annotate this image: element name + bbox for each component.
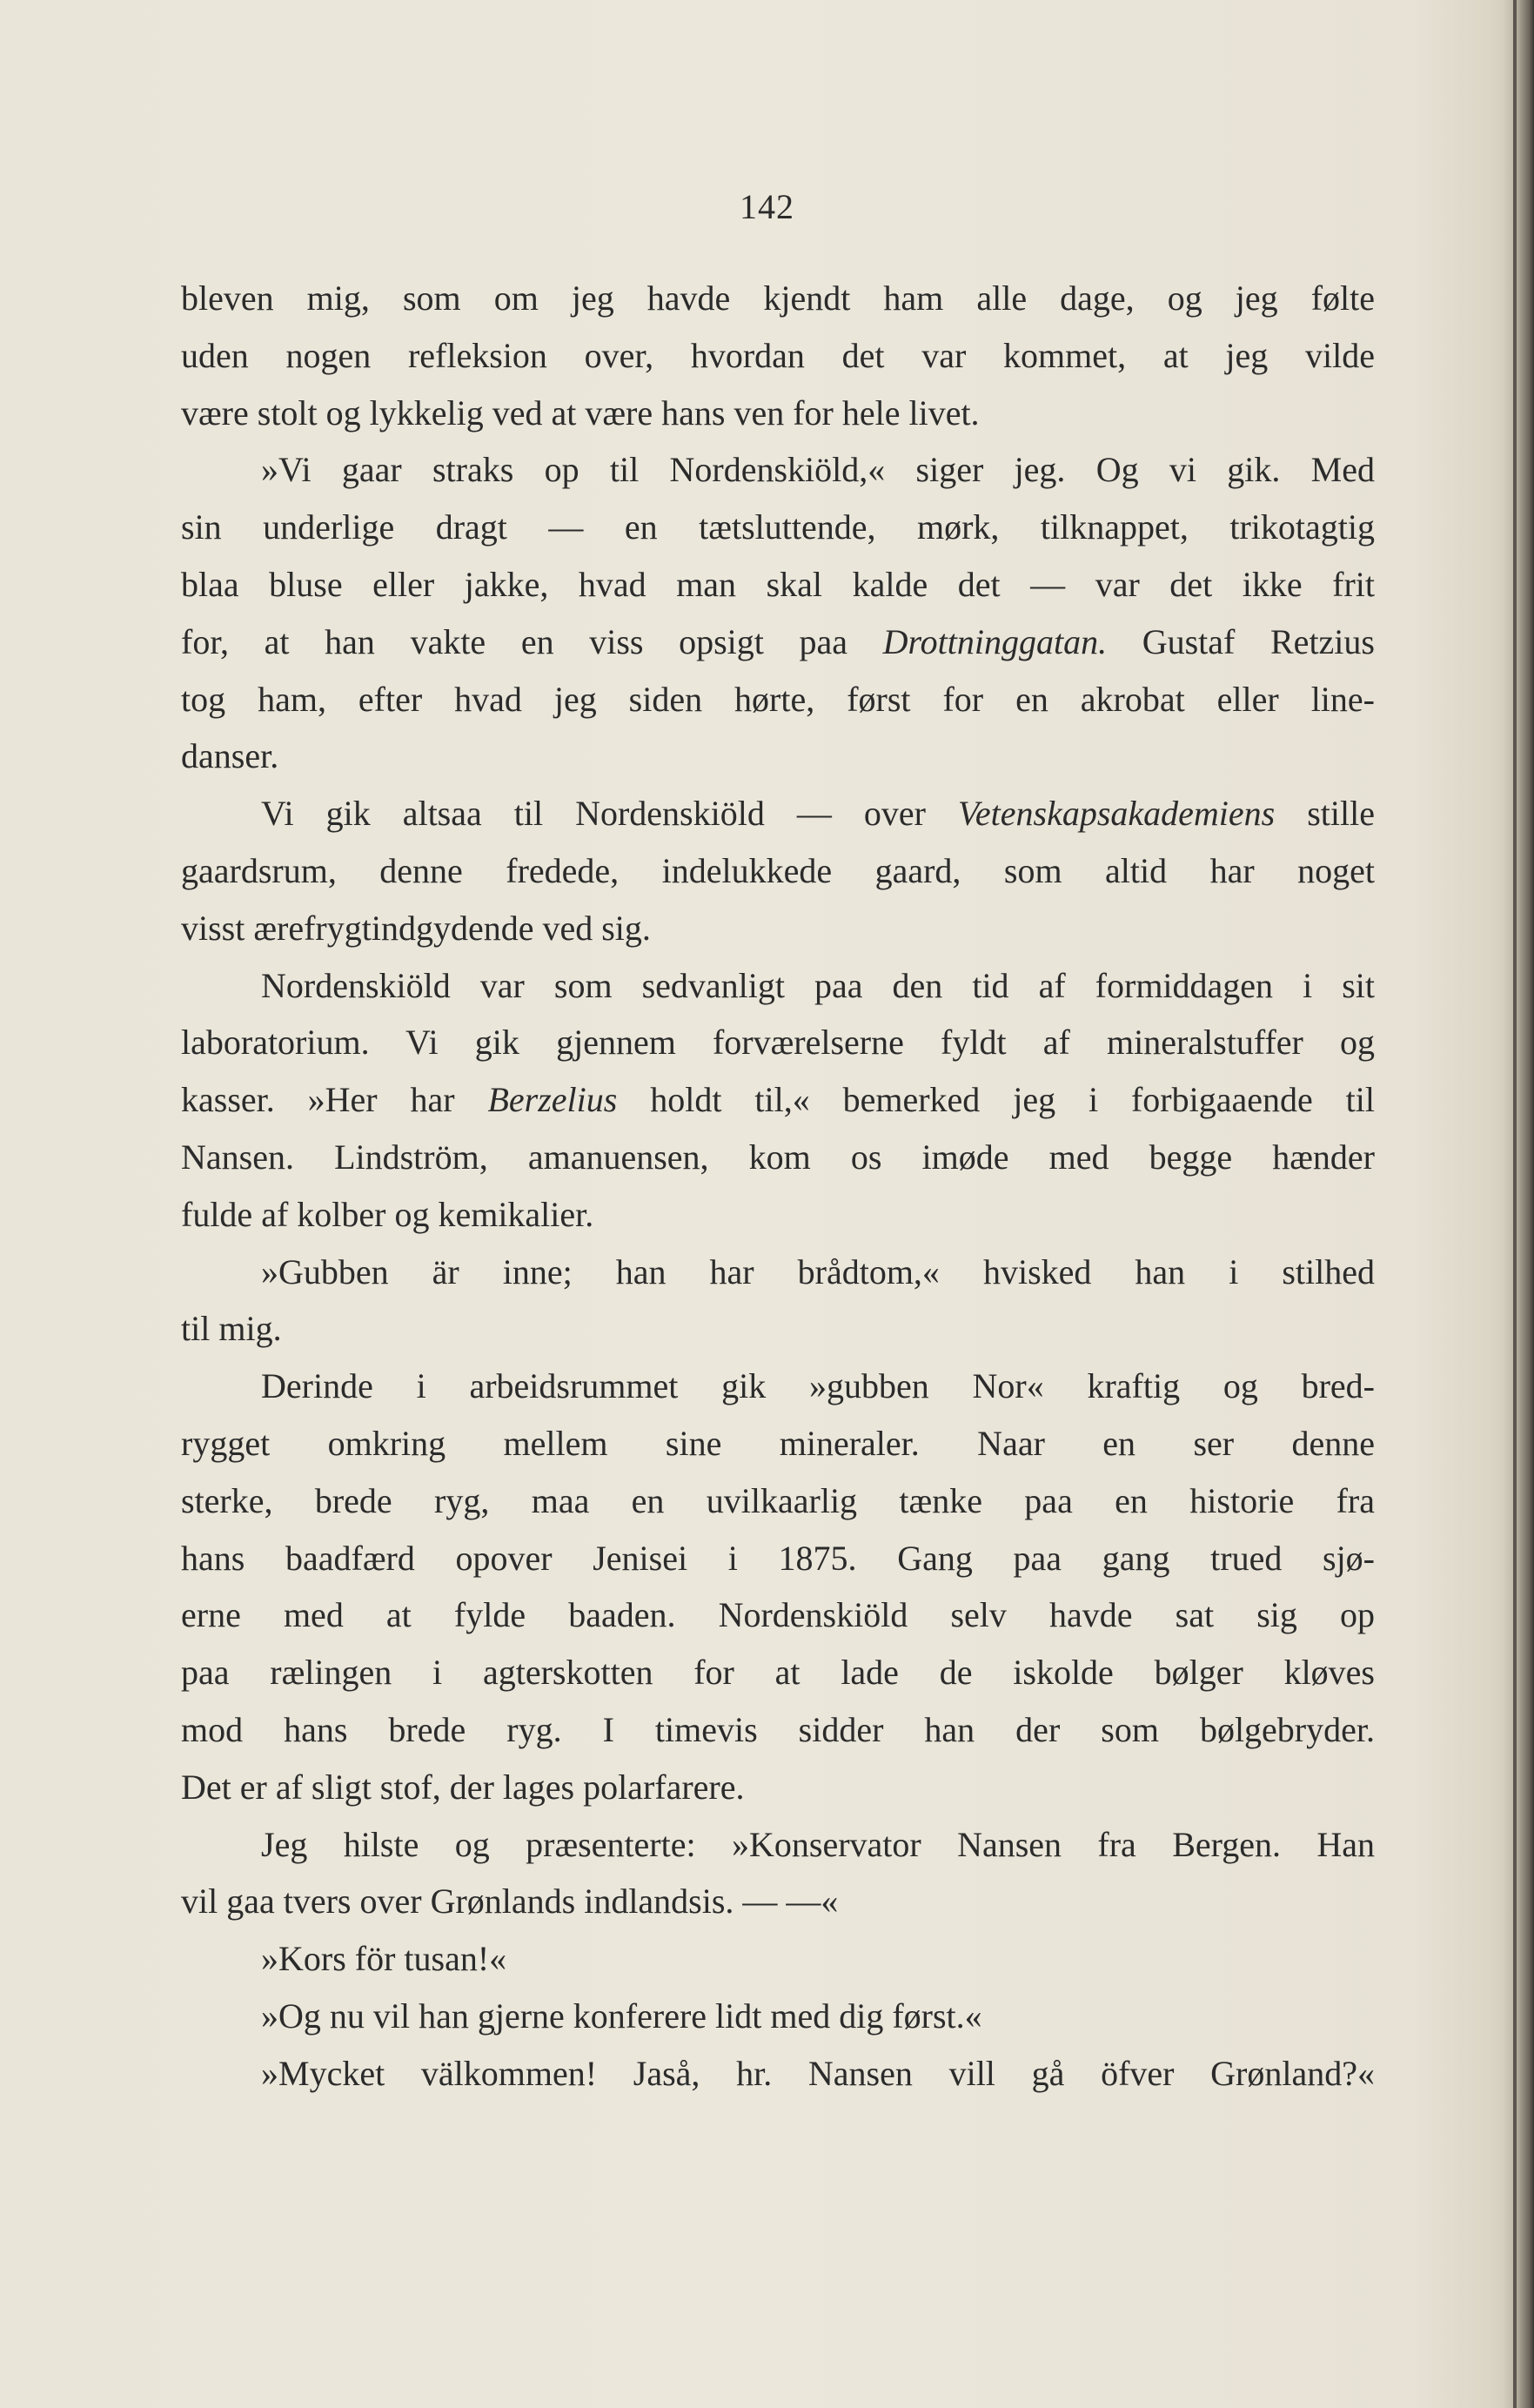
text-span: Gustaf Retzius (1107, 621, 1375, 661)
text-line: »Og nu vil han gjerne konferere lidt med dig først.« (261, 1995, 982, 2036)
text-line (181, 614, 1375, 671)
text-line: fulde af kolber og kemikalier. (181, 1194, 594, 1234)
text-span: for, at han vakte en viss opsigt paa (181, 621, 883, 661)
text-span: holdt til,« bemerked jeg i forbigaaende til (617, 1080, 1375, 1120)
text-line: visst ærefrygtindgydende ved sig. (181, 908, 651, 948)
text-line: sin underlige dragt — en tætsluttende, mørk, tilknappet, trikotagtig (181, 507, 1375, 547)
text-span: stille (1275, 794, 1375, 834)
text-line: uden nogen refleksion over, hvordan det var kommet, at jeg vilde (181, 335, 1375, 375)
italic-term: Berzelius (487, 1080, 618, 1120)
text-line (181, 1071, 1375, 1129)
text-span: Vi gik altsaa til Nordenskiöld — over (261, 794, 958, 834)
text-line: »Gubben är inne; han har brådtom,« hvisked han i stilhed (261, 1251, 1375, 1291)
text-span: kasser. »Her har (181, 1080, 488, 1120)
text-line: danser. (181, 736, 279, 776)
text-line: gaardsrum, denne fredede, indelukkede gaard, som altid har noget (181, 850, 1375, 890)
text-line: bleven mig, som om jeg havde kjendt ham alle dage, og jeg følte (181, 278, 1375, 318)
text-line (181, 785, 1375, 842)
text-line: hans baadfærd opover Jenisei i 1875. Gang paa gang trued sjø- (181, 1538, 1375, 1578)
italic-term: Drottninggatan. (882, 621, 1108, 661)
page-number: 142 (740, 187, 794, 226)
text-line: rygget omkring mellem sine mineraler. Naar en ser denne (181, 1423, 1375, 1463)
text-line: »Kors för tusan!« (261, 1939, 507, 1979)
text-line: Jeg hilste og præsenterte: »Konservator Nansen fra Bergen. Han (261, 1824, 1375, 1864)
text-line: »Mycket välkommen! Jaså, hr. Nansen vill gå öfver Grønland?« (261, 2053, 1375, 2093)
page-binding-edge (1513, 0, 1517, 2408)
text-line: Nansen. Lindström, amanuensen, kom os imøde med begge hænder (181, 1137, 1375, 1177)
text-line: være stolt og lykkelig ved at være hans ven for hele livet. (181, 392, 980, 433)
text-line: sterke, brede ryg, maa en uvilkaarlig tænke paa en historie fra (181, 1480, 1375, 1520)
text-line: »Vi gaar straks op til Nordenskiöld,« siger jeg. Og vi gik. Med (261, 450, 1375, 490)
text-line: Derinde i arbeidsrummet gik »gubben Nor« kraftig og bred- (261, 1366, 1375, 1406)
body-text (181, 270, 1375, 2103)
text-line: Det er af sligt stof, der lages polarfarere. (181, 1767, 745, 1807)
text-line: Nordenskiöld var som sedvanligt paa den tid af formiddagen i sit (261, 965, 1375, 1005)
text-line: til mig. (181, 1309, 282, 1349)
text-line: laboratorium. Vi gik gjennem forværelserne fyldt af mineralstuffer og (181, 1023, 1375, 1063)
text-line: vil gaa tvers over Grønlands indlandsis. — —« (181, 1881, 839, 1922)
text-line: paa rælingen i agterskotten for at lade de iskolde bølger kløves (181, 1653, 1375, 1693)
page-edge-shadow (1503, 0, 1534, 2408)
text-line: blaa bluse eller jakke, hvad man skal kalde det — var det ikke frit (181, 564, 1375, 604)
text-line: erne med at fylde baaden. Nordenskiöld selv havde sat sig op (181, 1595, 1375, 1635)
text-line: tog ham, efter hvad jeg siden hørte, først for en akrobat eller line- (181, 679, 1375, 719)
text-line: mod hans brede ryg. I timevis sidder han der som bølgebryder. (181, 1709, 1375, 1749)
italic-term: Vetenskapsakademiens (957, 794, 1276, 834)
